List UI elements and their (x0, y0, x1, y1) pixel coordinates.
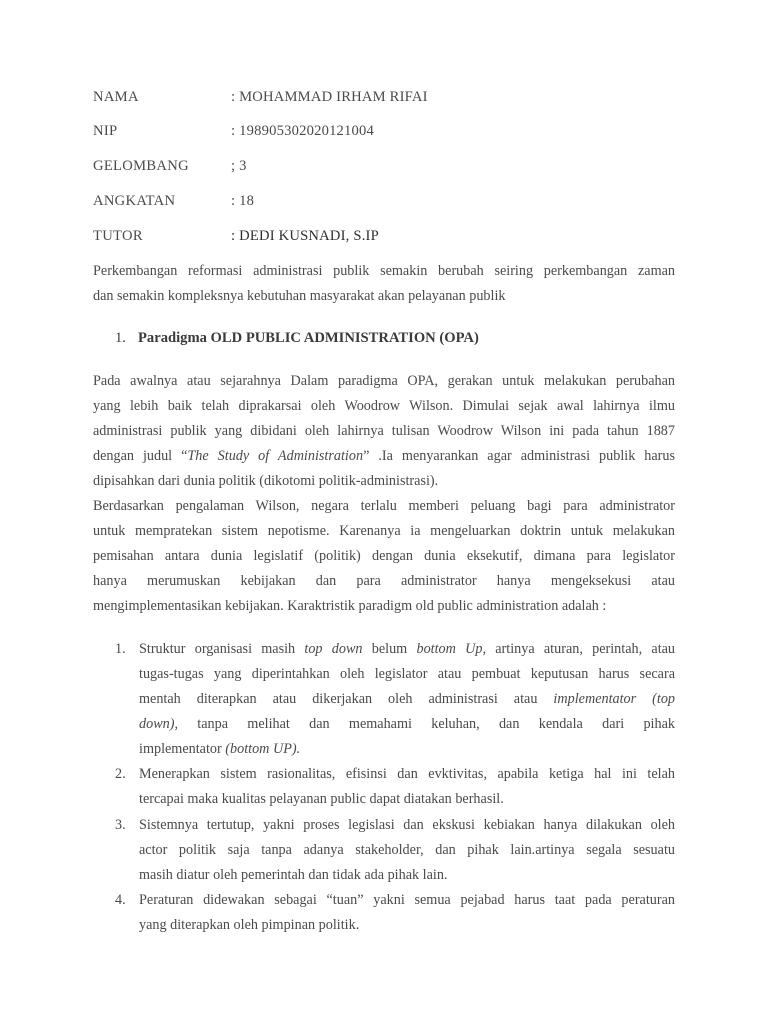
field-value-nip: : 198905302020121004 (231, 123, 375, 139)
list-line: Peraturan didewakan sebagai “tuan” yakni semua pejabad harus taat pada peraturan (139, 892, 675, 908)
book-title: The Study of Administration (187, 448, 364, 464)
list-line: tercapai maka kualitas pelayanan public dapat diatakan berhasil. (139, 791, 504, 807)
text-run: belum (362, 641, 417, 657)
field-value-gelombang: ; 3 (231, 158, 247, 174)
list-line: yang diterapkan oleh pimpinan politik. (139, 917, 360, 933)
text-run: implementator (139, 741, 226, 757)
text-run-italic: (bottom UP). (225, 741, 301, 757)
list-item-body (139, 813, 675, 888)
list-line (139, 637, 675, 662)
intro-line: dan semakin kompleksnya kebutuhan masyarakat akan pelayanan publik (93, 288, 506, 304)
list-number: 3. (115, 817, 126, 833)
list-number: 4. (115, 892, 126, 908)
list-line (139, 687, 675, 712)
list-number: 1. (115, 641, 126, 657)
list-line (139, 737, 675, 762)
field-value-tutor: : DEDI KUSNADI, S.IP (231, 228, 379, 244)
list-line: actor politik saja tanpa adanya stakeholder, dan pihak lain.artinya segala sesuatu (139, 842, 675, 858)
paragraph-line: hanya merumuskan kebijakan dan para administrator hanya mengeksekusi atau (93, 573, 675, 589)
section-title: Paradigma OLD PUBLIC ADMINISTRATION (OPA) (138, 330, 479, 346)
text-run-italic: down), (139, 716, 179, 732)
field-value-angkatan: : 18 (231, 193, 255, 209)
field-label-angkatan: ANGKATAN (93, 193, 176, 209)
paragraph-line: untuk mempratekan sistem nepotisme. Karenanya ia mengeluarkan doktrin untuk melakukan (93, 523, 675, 539)
text-run: Struktur organisasi masih (139, 641, 305, 657)
text-run: tanpa melihat dan memahami keluhan, dan kendala dari pihak (178, 716, 675, 732)
text-run-italic: implementator (top (553, 691, 676, 707)
list-item-body (139, 888, 675, 938)
paragraph-wilson (93, 494, 675, 619)
paragraph-line: Pada awalnya atau sejarahnya Dalam paradigma OPA, gerakan untuk melakukan perubahan (93, 373, 675, 389)
text-run-italic: top down (304, 641, 363, 657)
field-value-nama: : MOHAMMAD IRHAM RIFAI (231, 89, 428, 105)
intro-line: Perkembangan reformasi administrasi publik semakin berubah seiring perkembangan zaman (93, 263, 675, 279)
text-run: dengan judul “ (93, 448, 188, 464)
text-run: , artinya aturan, perintah, atau (482, 641, 676, 657)
section-number: 1. (115, 330, 126, 346)
list-item-body (139, 762, 675, 812)
text-run: ” .Ia menyarankan agar administrasi publik harus (363, 448, 676, 464)
field-label-nama: NAMA (93, 89, 139, 105)
list-line: tugas-tugas yang diperintahkan oleh legislator atau pembuat keputusan harus secara (139, 666, 675, 682)
field-label-tutor: TUTOR (93, 228, 143, 244)
list-line (139, 712, 675, 737)
paragraph-line: administrasi publik yang dibidani oleh lahirnya tulisan Woodrow Wilson ini pada tahun 1887 (93, 423, 675, 439)
field-label-nip: NIP (93, 123, 118, 139)
list-line: Menerapkan sistem rasionalitas, efisinsi dan evktivitas, apabila ketiga hal ini telah (139, 766, 675, 782)
paragraph-line: Berdasarkan pengalaman Wilson, negara terlalu memberi peluang bagi para administrator (93, 498, 675, 514)
intro-paragraph (93, 259, 675, 309)
paragraph-line (93, 444, 675, 469)
paragraph-line: yang lebih baik telah diprakarsai oleh Woodrow Wilson. Dimulai sejak awal lahirnya ilmu (93, 398, 675, 414)
paragraph-line: pemisahan antara dunia legislatif (politik) dengan dunia eksekutif, dimana para legislator (93, 548, 675, 564)
field-label-gelombang: GELOMBANG (93, 158, 189, 174)
list-line: masih diatur oleh pemerintah dan tidak ada pihak lain. (139, 867, 448, 883)
list-item-body (139, 637, 675, 762)
paragraph-line: dipisahkan dari dunia politik (dikotomi politik-administrasi). (93, 473, 439, 489)
list-number: 2. (115, 766, 126, 782)
text-run: mentah diterapkan atau dikerjakan oleh administrasi atau (139, 691, 554, 707)
paragraph-opa-history (93, 369, 675, 494)
list-line: Sistemnya tertutup, yakni proses legislasi dan ekskusi kebiakan hanya dilakukan oleh (139, 817, 675, 833)
paragraph-line: mengimplementasikan kebijakan. Karaktristik paradigm old public administration adalah : (93, 598, 607, 614)
text-run-italic: bottom Up (416, 641, 483, 657)
